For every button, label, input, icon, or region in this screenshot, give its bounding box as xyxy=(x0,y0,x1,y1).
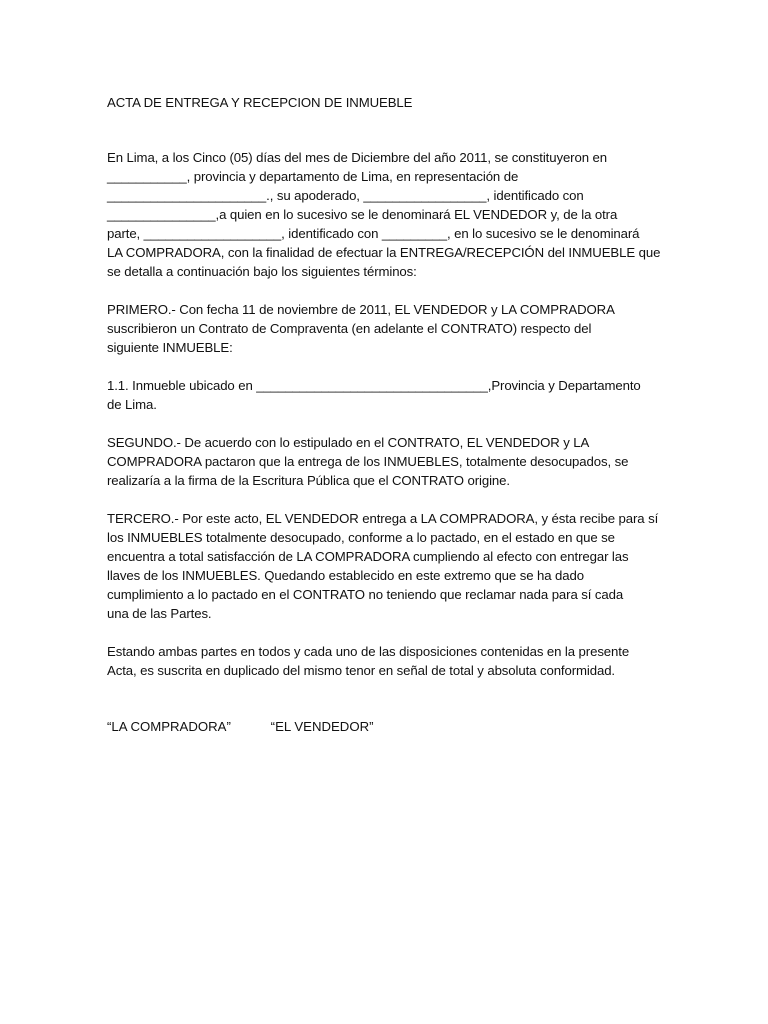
intro-line: _______________,a quien en lo sucesivo se le denominará EL VENDEDOR y, de la otra xyxy=(107,207,618,222)
signature-block xyxy=(107,717,374,736)
item-1-1 xyxy=(107,376,663,414)
clause-line: TERCERO.- Por este acto, EL VENDEDOR entrega a LA COMPRADORA, y ésta recibe para sí xyxy=(107,511,659,526)
clause-line: PRIMERO.- Con fecha 11 de noviembre de 2011, EL VENDEDOR y LA COMPRADORA xyxy=(107,302,615,317)
document-body xyxy=(107,93,663,699)
clause-line: COMPRADORA pactaron que la entrega de los INMUEBLES, totalmente desocupados, se xyxy=(107,454,629,469)
buyer-signature-label: “LA COMPRADORA” xyxy=(107,719,231,734)
clause-tercero xyxy=(107,509,663,623)
intro-line: se detalla a continuación bajo los siguientes términos: xyxy=(107,264,417,279)
clause-line: una de las Partes. xyxy=(107,606,212,621)
clause-line: Estando ambas partes en todos y cada uno de las disposiciones contenidas en la presente xyxy=(107,644,630,659)
clause-line: suscribieron un Contrato de Compraventa (en adelante el CONTRATO) respecto del xyxy=(107,321,592,336)
clause-line: siguiente INMUEBLE: xyxy=(107,340,233,355)
intro-line: ___________, provincia y departamento de Lima, en representación de xyxy=(107,169,519,184)
clause-line: realizaría a la firma de la Escritura Pública que el CONTRATO origine. xyxy=(107,473,510,488)
closing-paragraph xyxy=(107,642,663,680)
clause-line: de Lima. xyxy=(107,397,157,412)
clause-segundo xyxy=(107,433,663,490)
clause-line: cumplimiento a lo pactado en el CONTRATO no teniendo que reclamar nada para sí cada xyxy=(107,587,624,602)
intro-line: ______________________., su apoderado, _________________, identificado con xyxy=(107,188,584,203)
intro-line: LA COMPRADORA, con la finalidad de efectuar la ENTREGA/RECEPCIÓN del INMUEBLE que xyxy=(107,245,661,260)
intro-line: En Lima, a los Cinco (05) días del mes de Diciembre del año 2011, se constituyeron en xyxy=(107,150,607,165)
clause-line: llaves de los INMUEBLES. Quedando establecido en este extremo que se ha dado xyxy=(107,568,584,583)
clause-line: los INMUEBLES totalmente desocupado, conforme a lo pactado, en el estado en que se xyxy=(107,530,615,545)
clause-line: 1.1. Inmueble ubicado en ________________________________,Provincia y Departamento xyxy=(107,378,641,393)
intro-line: parte, ___________________, identificado con _________, en lo sucesivo se le denominará xyxy=(107,226,640,241)
clause-line: encuentra a total satisfacción de LA COMPRADORA cumpliendo al efecto con entregar las xyxy=(107,549,629,564)
document-title: ACTA DE ENTREGA Y RECEPCION DE INMUEBLE xyxy=(107,95,413,110)
clause-primero xyxy=(107,300,663,357)
clause-line: Acta, es suscrita en duplicado del mismo tenor en señal de total y absoluta conformidad. xyxy=(107,663,615,678)
clause-line: SEGUNDO.- De acuerdo con lo estipulado en el CONTRATO, EL VENDEDOR y LA xyxy=(107,435,590,450)
seller-signature-label: “EL VENDEDOR” xyxy=(270,719,374,734)
intro-paragraph xyxy=(107,148,663,281)
